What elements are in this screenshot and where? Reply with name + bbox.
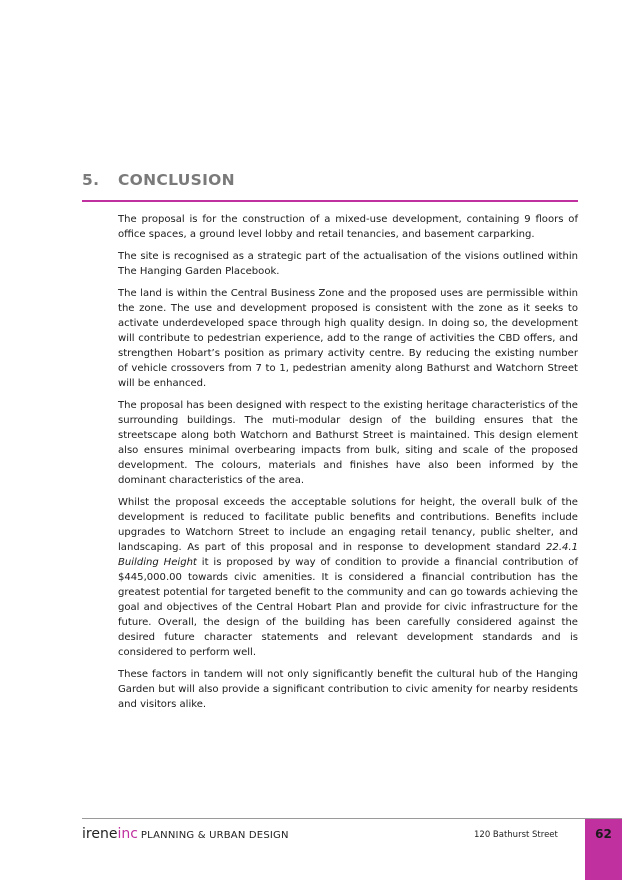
section-heading bbox=[82, 171, 235, 189]
footer-divider bbox=[82, 818, 622, 819]
page-number: 62 bbox=[595, 827, 612, 841]
heading-divider bbox=[82, 200, 578, 202]
paragraph-text: it is proposed by way of condition to provide a financial contribution of $445,000.00 towards civic amenities. It is considered a financial contribution has the greatest potential for targeted benefit to the community and can go towards achieving the goal and objectives of the Central Hobart Plan and provide for civic infrastructure for the future. Overall, the design of the building has been carefully considered against the desired future character statements and relevant development standards and is considered to perform well. bbox=[118, 557, 578, 658]
paragraph-text: Whilst the proposal exceeds the acceptable solutions for height, the overall bulk of the development is reduced to facilitate public benefits and contributions. Benefits include upgrades to Watchorn Street to include an engaging retail tenancy, public shelter, and landscaping. As part of this proposal and in response to development standard bbox=[118, 497, 578, 553]
brand-name-part2: inc bbox=[117, 826, 138, 842]
brand-logo bbox=[82, 826, 289, 844]
paragraph: The site is recognised as a strategic part of the actualisation of the visions outlined within The Hanging Garden Placebook. bbox=[118, 251, 578, 277]
paragraph: These factors in tandem will not only significantly benefit the cultural hub of the Hanging Garden but will also provide a significant contribution to civic amenity for nearby residents and visitors alike. bbox=[118, 669, 578, 710]
brand-name-part1: irene bbox=[82, 826, 118, 842]
brand-tagline: PLANNING & URBAN DESIGN bbox=[140, 830, 289, 841]
body-text bbox=[118, 212, 578, 719]
paragraph: The proposal is for the construction of a mixed-use development, containing 9 floors of office spaces, a ground level lobby and retail tenancies, and basement carparking. bbox=[118, 214, 578, 240]
standard-reference: 22.4.1 Building Height bbox=[118, 542, 578, 568]
paragraph: The land is within the Central Business Zone and the proposed uses are permissible within the zone. The use and development proposed is consistent with the zone as it seeks to activate underdeveloped space through high quality design. In doing so, the development will contribute to pedestrian experience, add to the range of activities the CBD offers, and strengthen Hobart’s position as primary activity centre. By reducing the existing number of vehicle crossovers from 7 to 1, pedestrian amenity along Bathurst and Watchorn Street will be enhanced. bbox=[118, 288, 578, 389]
paragraph bbox=[118, 495, 578, 660]
section-title: CONCLUSION bbox=[118, 171, 235, 189]
paragraph: The proposal has been designed with respect to the existing heritage characteristics of the surrounding buildings. The muti-modular design of the building ensures that the streetscape along both Watchorn and Bathurst Street is maintained. This design element also ensures minimal overbearing impacts from bulk, siting and scale of the proposed development. The colours, materials and finishes have also been informed by the dominant characteristics of the area. bbox=[118, 400, 578, 486]
footer-address: 120 Bathurst Street bbox=[474, 830, 558, 840]
section-number: 5. bbox=[82, 171, 100, 189]
